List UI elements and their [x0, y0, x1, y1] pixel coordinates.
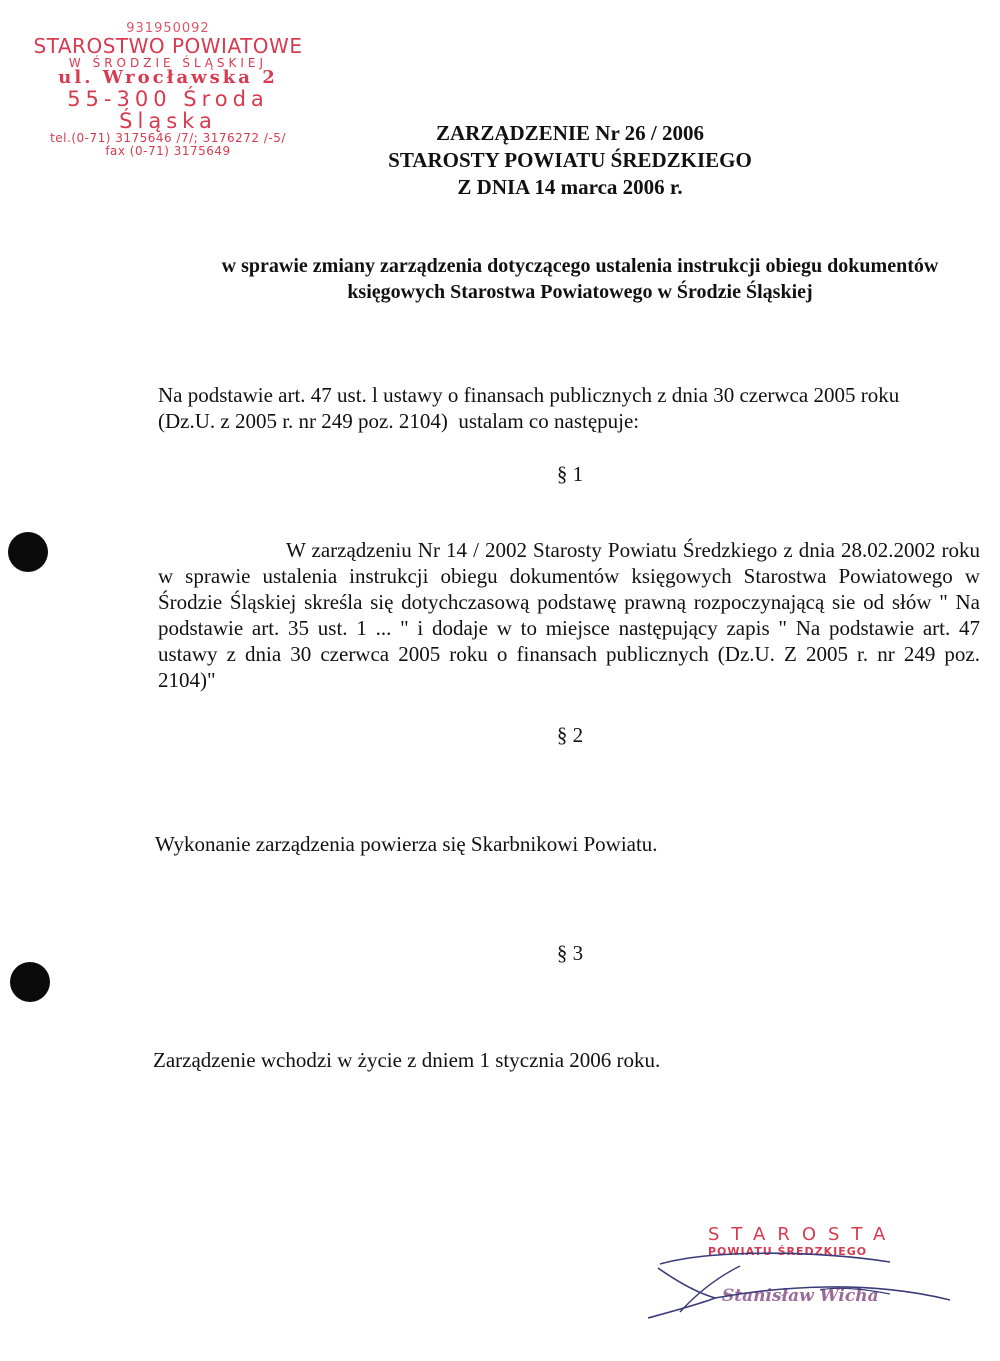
legal-basis — [158, 382, 983, 434]
section-1-text: W zarządzeniu Nr 14 / 2002 Starosty Powiatu Średzkiego z dnia 28.02.2002 roku w sprawie ustalenia instrukcji obiegu dokumentów księgowych Starostwa Powiatowego w Środzie Śląskiej skreśla się dotychczasową podstawę prawną rozpoczynającą sie od słów " Na podstawie art. 35 ust. 1 ... " i dodaje w to miejsce następujący zapis " Na podstawie art. 47 ustawy z dnia 30 czerwca 2005 roku o finansach publicznych (Dz.U. Z 2005 r. nr 249 poz. 2104)" — [158, 538, 980, 692]
subject-line-1: w sprawie zmiany zarządzenia dotyczącego ustalenia instrukcji obiegu dokumentów — [221, 255, 939, 277]
header-line-3: Z DNIA 14 marca 2006 r. — [457, 175, 683, 199]
header-line-2: STAROSTY POWIATU ŚREDZKIEGO — [388, 148, 752, 172]
basis-line-1: Na podstawie art. 47 ust. l ustawy o finansach publicznych z dnia 30 czerwca 2005 roku — [158, 383, 900, 407]
basis-line-2: (Dz.U. z 2005 r. nr 249 poz. 2104) ustalam co następuje: — [158, 409, 640, 433]
section-1-mark: § 1 — [556, 462, 584, 486]
punch-hole-bottom — [10, 962, 50, 1002]
subject-line-2: księgowych Starostwa Powiatowego w Środzie Śląskiej — [347, 281, 813, 303]
stamp-town: W ŚRODZIE ŚLĄSKIEJ — [68, 55, 268, 70]
section-3-text: Zarządzenie wchodzi w życie z dniem 1 stycznia 2006 roku. — [153, 1048, 661, 1072]
stamp-office: STAROSTWO POWIATOWE — [33, 33, 303, 58]
header-line-1: ZARZĄDZENIE Nr 26 / 2006 — [436, 121, 704, 145]
section-2-mark: § 2 — [556, 723, 584, 747]
stamp-tel: tel.(0-71) 3175646 /7/; 3176272 /-5/ — [50, 131, 286, 146]
document-subject — [160, 253, 1000, 305]
stamp-street: ul. Wrocławska 2 — [58, 67, 278, 89]
stamp-postal: 55-300 Środa Śląska — [67, 87, 269, 134]
signature-org: POWIATU ŚREDZKIEGO — [708, 1245, 868, 1258]
stamp-fax: fax (0-71) 3175649 — [105, 143, 231, 158]
signature-name: Stanisław Wicha — [722, 1286, 879, 1306]
handwritten-signature — [640, 1220, 960, 1330]
signature-block — [640, 1220, 960, 1330]
section-3-mark: § 3 — [556, 941, 584, 965]
stamp-regon: 931950092 — [126, 21, 210, 36]
section-2-text: Wykonanie zarządzenia powierza się Skarbnikowi Powiatu. — [155, 832, 658, 856]
signature-title: STAROSTA — [708, 1224, 898, 1245]
document-header — [300, 120, 840, 201]
punch-hole-top — [8, 532, 48, 572]
office-stamp — [18, 22, 318, 157]
